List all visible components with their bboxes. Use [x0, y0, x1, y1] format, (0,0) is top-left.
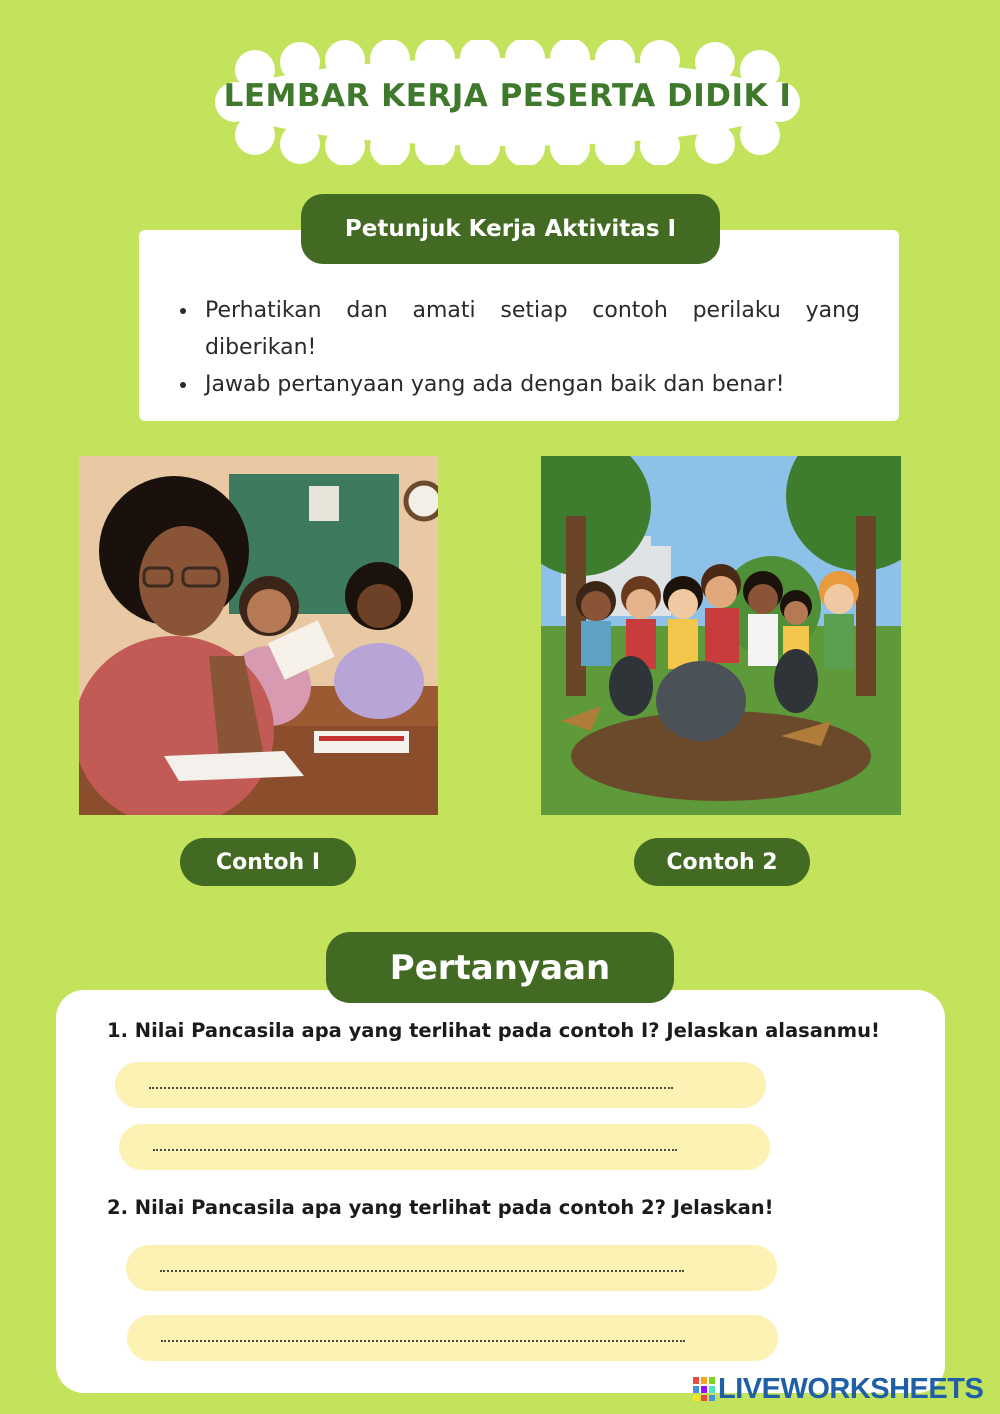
brand-name: LIVEWORKSHEETS: [718, 1372, 984, 1405]
answer-1a-field[interactable]: [115, 1062, 766, 1108]
question-1: 1. Nilai Pancasila apa yang terlihat pada contoh I? Jelaskan alasanmu!: [107, 1019, 880, 1042]
instruction-item: Jawab pertanyaan yang ada dengan baik dan benar!: [178, 366, 860, 403]
example-1-illustration: [79, 456, 438, 815]
instructions-list: [178, 292, 860, 403]
answer-dotted-line: [160, 1270, 684, 1272]
question-2: 2. Nilai Pancasila apa yang terlihat pada contoh 2? Jelaskan!: [107, 1196, 774, 1219]
brand-watermark: [693, 1372, 983, 1406]
instructions-heading: Petunjuk Kerja Aktivitas I: [301, 194, 720, 264]
liveworksheets-logo-icon: [693, 1377, 715, 1401]
answer-dotted-line: [149, 1087, 673, 1089]
example-2-illustration: [541, 456, 901, 815]
answer-2a-field[interactable]: [126, 1245, 777, 1291]
instruction-item: Perhatikan dan amati setiap contoh perilaku yang diberikan!: [178, 292, 860, 366]
questions-heading: Pertanyaan: [326, 932, 674, 1003]
worksheet-title: LEMBAR KERJA PESERTA DIDIK I: [223, 78, 792, 114]
answer-dotted-line: [161, 1340, 685, 1342]
answer-1b-field[interactable]: [119, 1124, 770, 1170]
answer-2b-field[interactable]: [127, 1315, 778, 1361]
example-2-label: Contoh 2: [634, 838, 810, 886]
answer-dotted-line: [153, 1149, 677, 1151]
example-1-label: Contoh I: [180, 838, 356, 886]
